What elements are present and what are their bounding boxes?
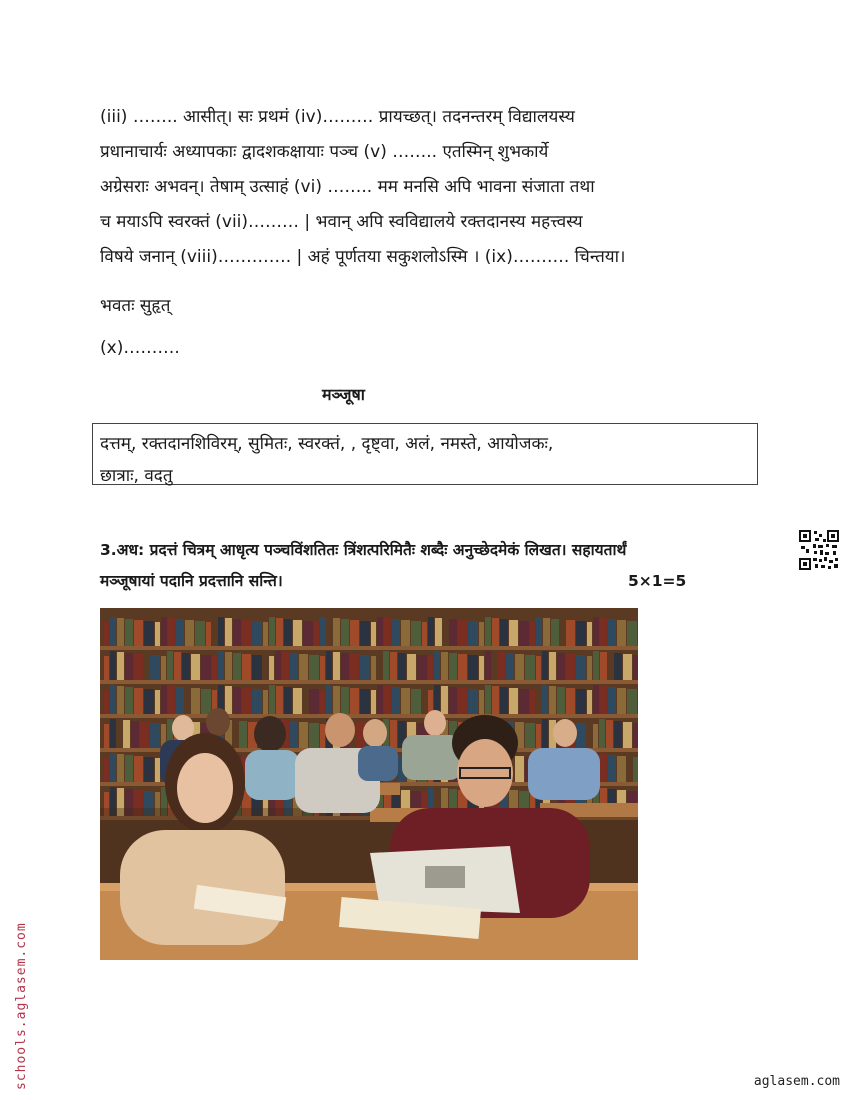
library-students-image <box>100 608 638 960</box>
question-text: मञ्जूषायां पदानि प्रदत्तानि सन्ति। <box>100 572 283 590</box>
letter-closing: भवतः सुहृत् <box>100 296 171 316</box>
passage-line: च मयाऽपि स्वरक्तं (vii)……… | भवान् अपि स्वविद्यालये रक्तदानस्य महत्त्वस्य <box>100 212 583 232</box>
letter-passage <box>100 100 750 275</box>
footer-watermark: aglasem.com <box>753 1074 840 1089</box>
passage-line: (iii) …….. आसीत्। सः प्रथमं (iv)……… प्रायच्छत्। तदनन्तरम् विद्यालयस्य <box>100 107 575 127</box>
side-watermark: schools.aglasem.com <box>14 922 29 1090</box>
passage-line: विषये जनान् (viii)…………. | अहं पूर्णतया सकुशलोऽस्मि । (ix)………. चिन्तया। <box>100 247 626 267</box>
passage-line: प्रधानाचार्यः अध्यापकाः द्वादशकक्षायाः पञ्च (v) …….. एतस्मिन् शुभकार्ये <box>100 142 549 162</box>
question-3 <box>100 535 720 597</box>
word-box-line: दत्तम्, रक्तदानशिविरम्, सुमितः, स्वरक्तं, , दृष्ट्वा, अलं, नमस्ते, आयोजकः, <box>100 434 554 454</box>
word-box-title: मञ्जूषा <box>322 385 365 404</box>
question-text: 3.अध: प्रदत्तं चित्रम् आधृत्य पञ्चविंशतितः त्रिंशत्परिमितैः शब्दैः अनुच्छेदमेकं लिखत। सहायतार्थं <box>100 541 627 559</box>
word-box <box>92 423 758 485</box>
signature-blank: (x)………. <box>100 338 180 358</box>
passage-line: अग्रेसराः अभवन्। तेषाम् उत्साहं (vi) …….. मम मनसि अपि भावना संजाता तथा <box>100 177 595 197</box>
word-box-line: छात्राः, वदतु <box>100 466 173 486</box>
qr-code-icon[interactable] <box>799 530 839 570</box>
question-marks: 5×1=5 <box>628 572 687 590</box>
